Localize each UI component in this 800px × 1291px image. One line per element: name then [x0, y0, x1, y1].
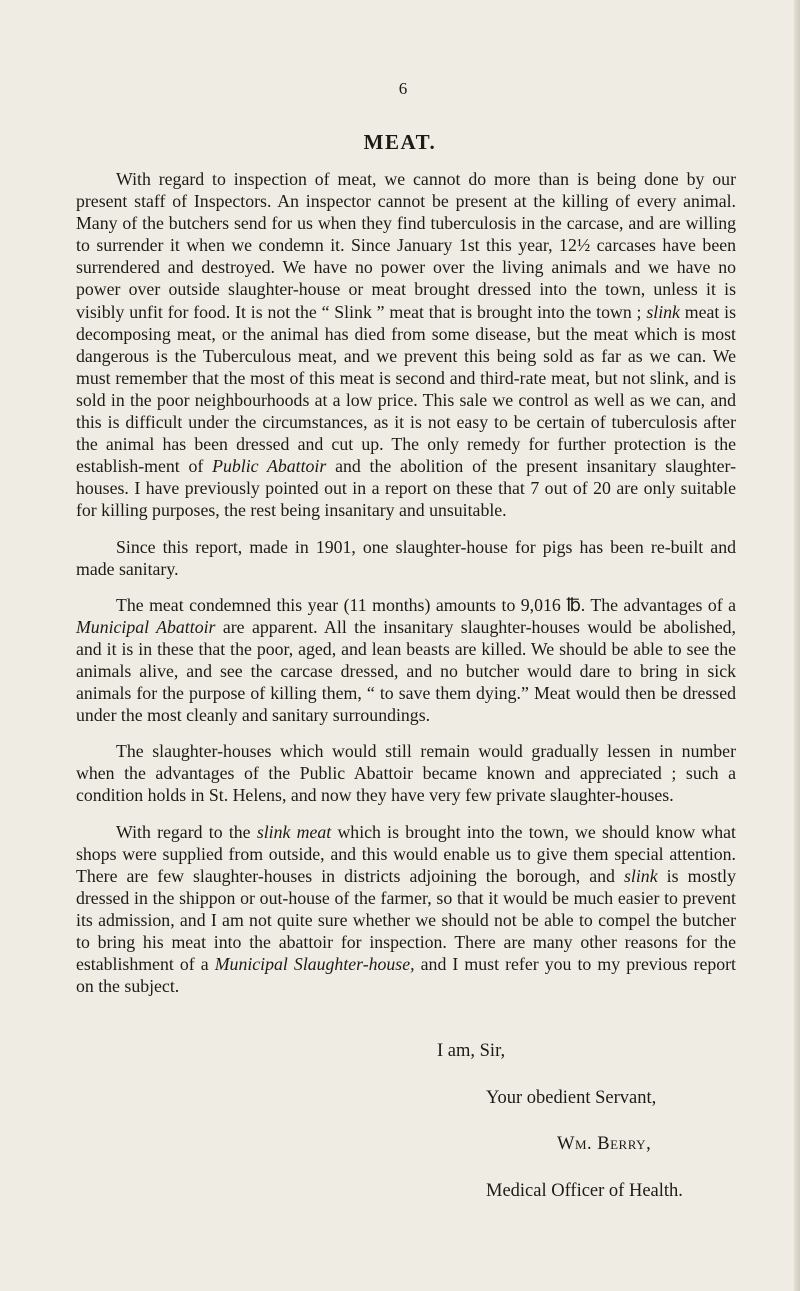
body-text — [76, 168, 736, 1011]
paragraph: With regard to the slink meat which is brought into the town, we should know what shops were supplied from outside, and this would enable us to give them special attention. There are few slaughter-houses in districts adjoining the borough, and slink is mostly dressed in the shippon or out-house of the farmer, so that it would be much easier to prevent its admission, and I am not quite sure whether we should not be able to compel the butcher to bring his meat into the abattoir for inspection. There are many other reasons for the establishment of a Municipal Slaughter-house, and I must refer you to my previous report on the subject. — [76, 821, 736, 997]
signature-position: Medical Officer of Health. — [486, 1181, 683, 1201]
page-edge-shadow — [794, 0, 800, 1291]
section-title: MEAT. — [363, 130, 437, 154]
page-number: 6 — [398, 79, 408, 98]
signature-salutation: I am, Sir, — [437, 1041, 506, 1061]
paragraph: Since this report, made in 1901, one slaughter-house for pigs has been re-built and made sanitary. — [76, 536, 736, 579]
paragraph: The meat condemned this year (11 months) amounts to 9,016 ℔. The advantages of a Municipal Abattoir are apparent. All the insanitary slaughter-houses would be abolished, and it is in these that the poor, aged, and lean beasts are killed. We should be able to see the animals alive, and see the carcase dressed, and no butcher would dare to bring in sick animals for the purpose of killing them, “ to save them dying.” Meat would then be dressed under the most cleanly and sanitary surroundings. — [76, 594, 736, 726]
signature-name: Wm. Berry, — [557, 1134, 652, 1154]
paragraph: The slaughter-houses which would still remain would gradually lessen in number when the advantages of the Public Abattoir became known and appreciated ; such a condition holds in St. Helens, and now they have very few private slaughter-houses. — [76, 741, 736, 806]
signature-closing: Your obedient Servant, — [486, 1088, 657, 1108]
paragraph: With regard to inspection of meat, we cannot do more than is being done by our present staff of Inspectors. An inspector cannot be present at the killing of every animal. Many of the butchers send for us when they find tuberculosis in the carcase, and are willing to surrender it when we condemn it. Since January 1st this year, 12½ carcases have been surrendered and destroyed. We have no power over the living animals and we have no power over outside slaughter-house or meat brought dressed into the town, unless it is visibly unfit for food. It is not the “ Slink ” meat that is brought into the town ; slink meat is decomposing meat, or the animal has died from some disease, but the meat which is most dangerous is the Tuberculous meat, and we prevent this being sold as far as we can. We must remember that the most of this meat is second and third-rate meat, but not slink, and is sold in the poor neighbourhoods at a low price. This sale we control as well as we can, and this is difficult under the circumstances, as it is not easy to be certain of tuberculosis after the animal has been dressed and cut up. The only remedy for further protection is the establish-ment of Public Abattoir and the abolition of the present insanitary slaughter-houses. I have previously pointed out in a report on these that 7 out of 20 are only suitable for killing purposes, the rest being insanitary and unsuitable. — [76, 169, 736, 521]
